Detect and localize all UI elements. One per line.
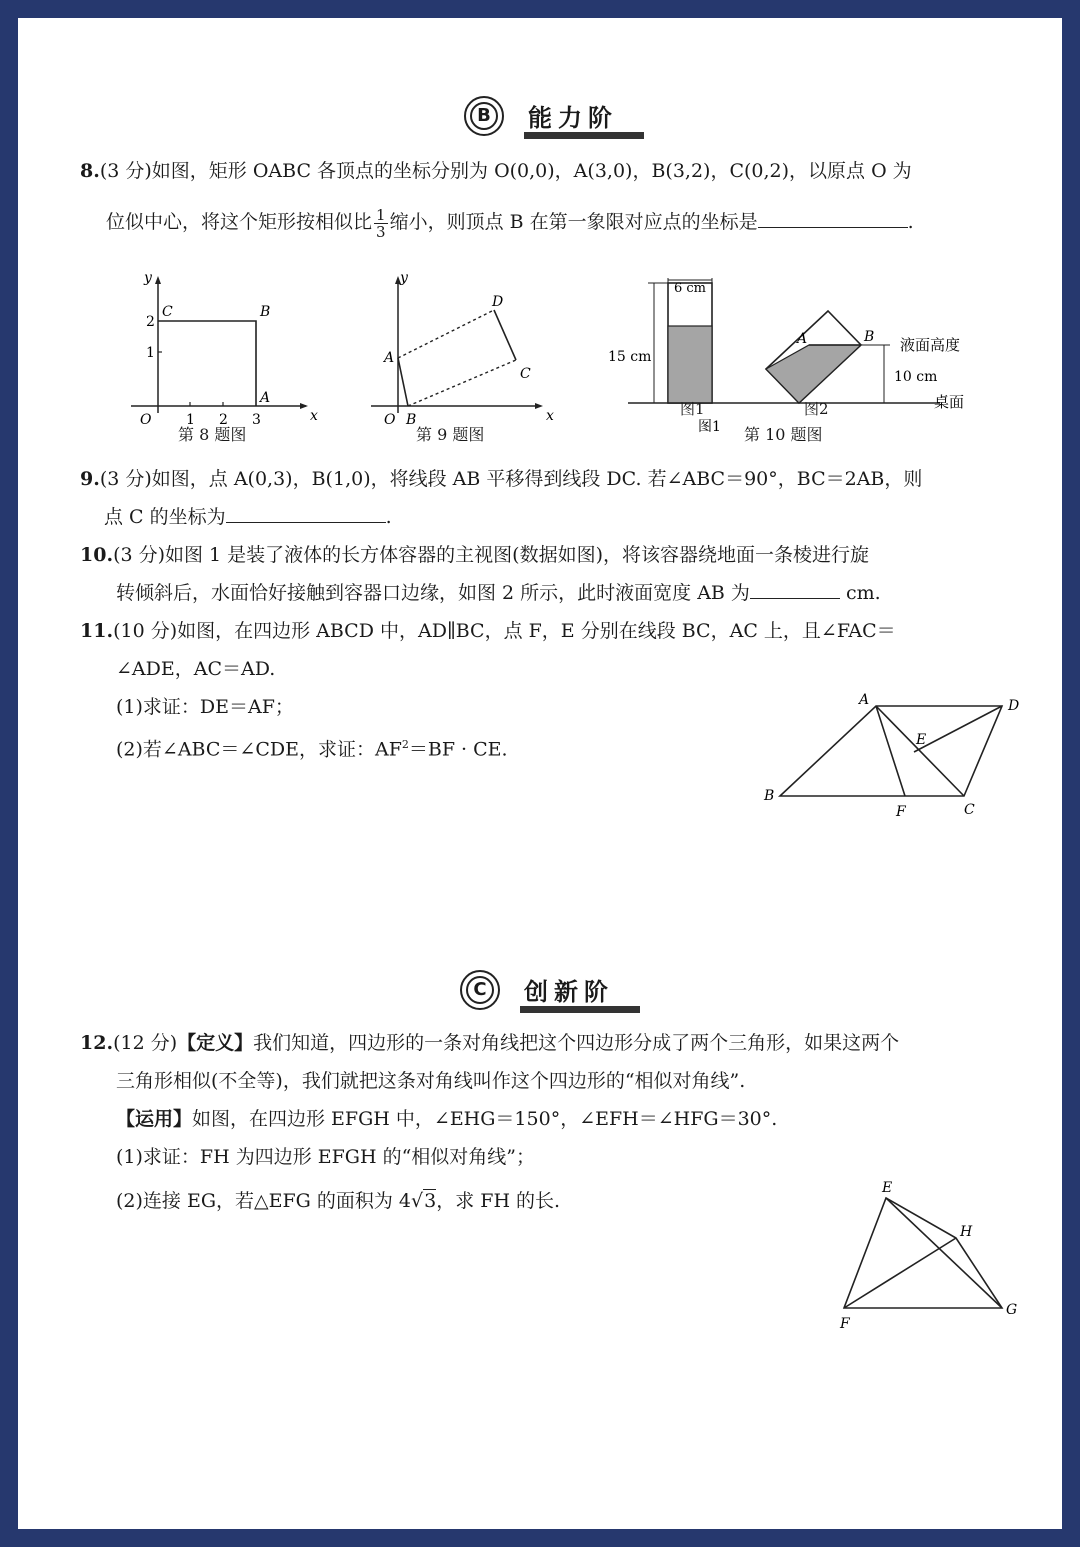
- svg-text:1: 1: [146, 345, 155, 361]
- svg-text:B: B: [764, 788, 775, 804]
- section-b-heading: [464, 96, 664, 140]
- question-12-line3: 【运用】如图，在四边形 EFGH 中，∠EHG＝150°，∠EFH＝∠HFG＝30°.: [116, 1108, 778, 1130]
- figure-11: [758, 690, 1038, 840]
- svg-text:x: x: [546, 408, 554, 424]
- svg-text:B: B: [406, 412, 417, 428]
- svg-text:1: 1: [186, 412, 195, 428]
- figure-12: [826, 1174, 1046, 1334]
- section-c-heading: [460, 970, 660, 1014]
- svg-text:图1: 图1: [698, 419, 721, 435]
- svg-text:2: 2: [219, 412, 228, 428]
- svg-text:15 cm: 15 cm: [608, 349, 652, 365]
- question-11-part1: (1)求证：DE＝AF；: [116, 696, 294, 718]
- svg-text:y: y: [400, 270, 408, 286]
- svg-text:C: C: [964, 802, 975, 818]
- section-c-badge: C: [460, 970, 500, 1010]
- svg-text:10 cm: 10 cm: [894, 369, 938, 385]
- question-12-part1: (1)求证：FH 为四边形 EFGH 的“相似对角线”；: [116, 1146, 536, 1168]
- svg-text:6 cm: 6 cm: [674, 281, 707, 296]
- svg-text:A: A: [797, 331, 808, 347]
- svg-text:B: B: [864, 329, 875, 345]
- svg-text:E: E: [882, 1180, 893, 1196]
- section-c-underline: [520, 1006, 640, 1013]
- svg-text:G: G: [1006, 1302, 1018, 1318]
- answer-blank-10[interactable]: [750, 580, 840, 599]
- answer-blank-9[interactable]: [226, 504, 386, 523]
- section-b-underline: [524, 132, 644, 139]
- svg-text:y: y: [144, 270, 152, 286]
- figure-10-caption: 第 10 题图: [744, 425, 823, 444]
- figure-10-sublabel-1: 图1: [680, 400, 705, 418]
- section-b-badge: B: [464, 96, 504, 136]
- svg-text:O: O: [140, 412, 152, 428]
- question-11-part2: (2)若∠ABC＝∠CDE，求证：$AF^2=BF$ · CE.: [116, 738, 508, 761]
- figure-9: [368, 268, 554, 428]
- question-12-line2: 三角形相似(不全等)，我们就把这条对角线叫作这个四边形的“相似对角线”.: [116, 1070, 746, 1092]
- svg-text:D: D: [1008, 698, 1020, 714]
- question-8-line1: 8.(3 分)如图，矩形 OABC 各顶点的坐标分别为 O(0,0)，A(3,0)，B(3,2)，C(0,2)，以原点 O 为: [80, 160, 912, 182]
- svg-text:E: E: [916, 732, 927, 748]
- svg-text:液面高度: 液面高度: [900, 336, 961, 354]
- question-12-part2: (2)连接 EG，若△EFG 的面积为 4√3，求 FH 的长.: [116, 1190, 561, 1212]
- svg-text:D: D: [492, 294, 504, 310]
- svg-text:O: O: [384, 412, 396, 428]
- section-c-title: 创新阶: [524, 978, 614, 1006]
- svg-text:F: F: [840, 1316, 850, 1332]
- question-11-line1: 11.(10 分)如图，在四边形 ABCD 中，AD∥BC，点 F，E 分别在线段 BC，AC 上，且∠FAC＝: [80, 620, 896, 642]
- svg-text:A: A: [260, 390, 271, 406]
- svg-text:F: F: [896, 804, 906, 820]
- svg-text:桌面: 桌面: [934, 393, 965, 411]
- svg-text:A: A: [859, 692, 870, 708]
- worksheet-page: [18, 18, 1062, 1529]
- figure-8-caption: 第 8 题图: [178, 425, 247, 444]
- fraction-one-third: $\frac{1}{3}$: [376, 205, 386, 241]
- question-9-line2: 点 C 的坐标为 .: [104, 506, 392, 528]
- question-9-line1: 9.(3 分)如图，点 A(0,3)，B(1,0)，将线段 AB 平移得到线段 DC. 若∠ABC＝90°，BC＝2AB，则: [80, 468, 923, 490]
- svg-text:A: A: [384, 350, 395, 366]
- svg-text:C: C: [162, 304, 173, 320]
- question-12-line1: 12.(12 分)【定义】我们知道，四边形的一条对角线把这个四边形分成了两个三角形，如果这两个: [80, 1032, 900, 1054]
- question-8-line2: 位似中心，将这个矩形按相似比 $\frac{1}{3}$ 缩小，则顶点 B 在第一象限对应点的坐标是 .: [106, 205, 914, 241]
- question-10-line2: 转倾斜后，水面恰好接触到容器口边缘，如图 2 所示，此时液面宽度 AB 为 cm.: [116, 582, 881, 604]
- figure-8: [126, 268, 318, 428]
- svg-text:B: B: [260, 304, 271, 320]
- section-b-title: 能力阶: [528, 104, 618, 132]
- question-10-line1: 10.(3 分)如图 1 是装了液体的长方体容器的主视图(数据如图)，将该容器绕地面一条棱进行旋: [80, 544, 870, 566]
- svg-text:H: H: [960, 1224, 973, 1240]
- answer-blank-8[interactable]: [758, 209, 908, 228]
- svg-text:x: x: [310, 408, 318, 424]
- svg-text:2: 2: [146, 314, 155, 330]
- figure-9-caption: 第 9 题图: [416, 425, 485, 444]
- svg-text:C: C: [520, 366, 531, 382]
- question-11-line2: ∠ADE，AC＝AD.: [116, 658, 276, 680]
- svg-text:3: 3: [252, 412, 261, 428]
- figure-10-sublabel-2: 图2: [804, 400, 829, 418]
